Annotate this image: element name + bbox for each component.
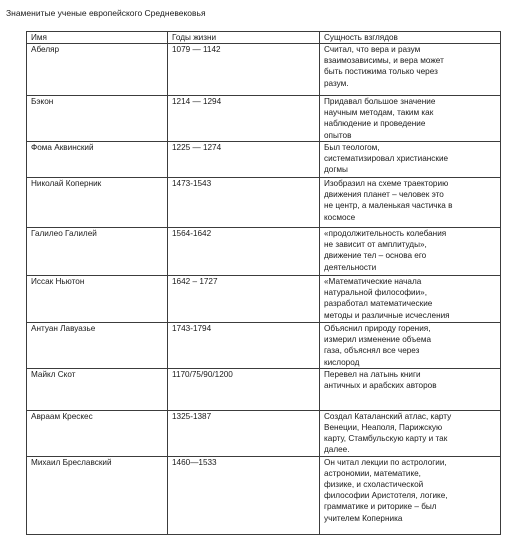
views-line: научным методам, таким как	[324, 108, 434, 118]
views-line: не зависит от амплитуды»,	[324, 240, 427, 250]
views-line: Он читал лекции по астрологии,	[324, 457, 447, 467]
views-line: Придавал большое значение	[324, 97, 436, 106]
views-line: газа, объяснял все через	[324, 346, 420, 356]
views-line: методы и различные исчесления	[324, 310, 450, 320]
views-line: «продолжительность колебания	[324, 229, 447, 238]
cell-views	[320, 96, 501, 142]
views-line: движение тел – основа его	[324, 251, 427, 261]
views-line: систематизировал христианские	[324, 154, 449, 164]
views-line: не центр, а маленькая частичка в	[324, 201, 453, 211]
views-line: карту, Стамбульскую карту и так	[324, 434, 448, 444]
table-row	[27, 276, 501, 323]
header-views: Сущность взглядов	[320, 32, 501, 44]
cell-views	[320, 456, 501, 534]
table-row	[27, 44, 501, 96]
views-line: космосе	[324, 212, 356, 222]
table-row	[27, 178, 501, 228]
table-row	[27, 142, 501, 178]
views-line: движения планет – человек это	[324, 190, 444, 200]
views-line: Венеции, Неаполя, Парижскую	[324, 423, 443, 433]
views-line: наблюдение и проведение	[324, 119, 426, 129]
views-line: физике, и схоластической	[324, 480, 424, 490]
views-line: кислород	[324, 357, 360, 367]
views-line: учителем Коперника	[324, 513, 403, 523]
views-line: Создал Каталанский атлас, карту	[324, 411, 452, 421]
cell-views	[320, 410, 501, 456]
table-row	[27, 410, 501, 456]
cell-name: Майкл Скот	[27, 368, 168, 410]
views-line: взаимозависимы, и вера может	[324, 56, 444, 66]
views-line: далее.	[324, 445, 350, 455]
cell-views	[320, 142, 501, 178]
views-line: измерил изменение объема	[324, 335, 432, 345]
cell-years: 1214 — 1294	[168, 96, 320, 142]
header-years: Годы жизни	[168, 32, 320, 44]
cell-years: 1743-1794	[168, 323, 320, 369]
header-name: Имя	[27, 32, 168, 44]
views-line: «Математические начала	[324, 277, 422, 286]
cell-years: 1225 — 1274	[168, 142, 320, 178]
cell-views	[320, 44, 501, 96]
cell-years: 1325-1387	[168, 410, 320, 456]
views-line: Считал, что вера и разум	[324, 45, 421, 54]
cell-name: Абеляр	[27, 44, 168, 96]
cell-name: Николай Коперник	[27, 178, 168, 228]
cell-views	[320, 178, 501, 228]
cell-views	[320, 276, 501, 323]
views-line: античных и арабских авторов	[324, 381, 437, 391]
cell-years: 1170/75/90/1200	[168, 368, 320, 410]
views-line: Изобразил на схеме траекторию	[324, 179, 449, 188]
cell-views	[320, 228, 501, 276]
cell-name: Авраам Крескес	[27, 410, 168, 456]
views-line: грамматике и риторике – был	[324, 502, 437, 512]
views-line: разработал математические	[324, 299, 433, 309]
views-line: Объяснил природу горения,	[324, 324, 431, 333]
views-line: философии Аристотеля, логике,	[324, 491, 448, 501]
scholars-table	[26, 31, 501, 535]
views-line: Перевел на латынь книги	[324, 369, 421, 379]
views-line: быть постижима только через	[324, 67, 438, 77]
table-body	[27, 44, 501, 535]
views-line: натуральной философии»,	[324, 288, 427, 298]
views-line: Был теологом,	[324, 143, 380, 152]
views-line: догмы	[324, 165, 348, 175]
cell-name: Бэкон	[27, 96, 168, 142]
table-row	[27, 323, 501, 369]
cell-name: Фома Аквинский	[27, 142, 168, 178]
table-header-row	[27, 32, 501, 44]
views-line: деятельности	[324, 262, 377, 272]
table-row	[27, 368, 501, 410]
cell-years: 1473-1543	[168, 178, 320, 228]
table-row	[27, 96, 501, 142]
cell-years: 1079 — 1142	[168, 44, 320, 96]
table-row	[27, 228, 501, 276]
cell-views	[320, 323, 501, 369]
cell-views	[320, 368, 501, 410]
views-line: разум.	[324, 78, 349, 88]
table-row	[27, 456, 501, 534]
cell-years: 1642 – 1727	[168, 276, 320, 323]
cell-name: Михаил Бреславский	[27, 456, 168, 534]
cell-name: Иссак Ньютон	[27, 276, 168, 323]
cell-years: 1460—1533	[168, 456, 320, 534]
cell-years: 1564-1642	[168, 228, 320, 276]
cell-name: Антуан Лавуазье	[27, 323, 168, 369]
views-line: астрономии, математике,	[324, 468, 421, 478]
views-line: опытов	[324, 130, 352, 140]
document-title: Знаменитые ученые европейского Средневековья	[6, 8, 206, 18]
cell-name: Галилео Галилей	[27, 228, 168, 276]
